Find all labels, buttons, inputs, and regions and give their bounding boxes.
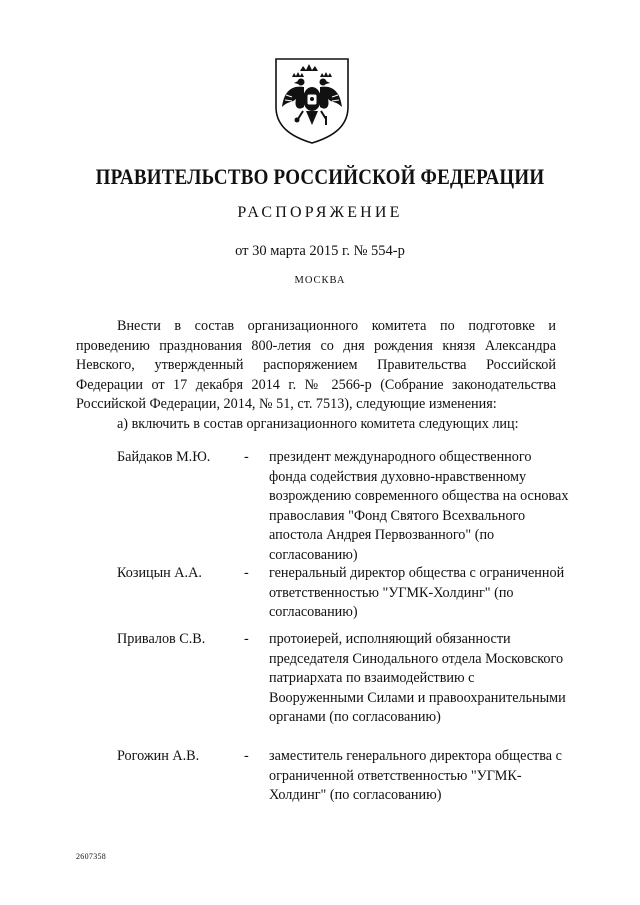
coat-of-arms-emblem	[270, 55, 354, 145]
member-dash: -	[244, 748, 249, 764]
member-dash: -	[244, 565, 249, 581]
member-name: Байдаков М.Ю.	[117, 449, 211, 465]
document-body	[76, 317, 556, 434]
document-number: 2607358	[76, 852, 107, 861]
member-description: президент международного общественного фонда содействия духовно-нравственному возрождению современного общества на основах православия "Фонд Святого Всехвального апостола Андрея Первозванного" (по согласованию)	[269, 449, 569, 563]
member-dash: -	[244, 631, 249, 647]
main-paragraph: Внести в состав организационного комитета по подготовке и проведению празднования 800-летия со дня рождения князя Александра Невского, утвержденный распоряжением Правительства Российской Федерации от 17 декабря 2014 г. № 2566-р (Собрание законодательства Российской Федерации, 2014, № 51, ст. 7513), следующие изменения:	[76, 318, 556, 412]
subitem-a: а) включить в состав организационного комитета следующих лиц:	[117, 415, 519, 432]
member-dash: -	[244, 449, 249, 465]
document-type: РАСПОРЯЖЕНИЕ	[237, 204, 403, 221]
member-description: протоиерей, исполняющий обязанности председателя Синодального отдела Московского патриархата по взаимодействию с Вооруженными Силами и правоохранительными органами (по согласованию)	[269, 631, 566, 725]
member-description: заместитель генерального директора общества с ограниченной ответственностью "УГМК-Холдинг" (по согласованию)	[269, 748, 562, 803]
member-description: генеральный директор общества с ограниченной ответственностью "УГМК-Холдинг" (по согласованию)	[269, 565, 565, 620]
document-date-number: от 30 марта 2015 г. № 554-р	[235, 243, 405, 259]
member-name: Козицын А.А.	[117, 565, 202, 581]
member-name: Привалов С.В.	[117, 631, 206, 647]
government-title: ПРАВИТЕЛЬСТВО РОССИЙСКОЙ ФЕДЕРАЦИИ	[95, 165, 545, 190]
member-name: Рогожин А.В.	[117, 748, 200, 764]
document-city: МОСКВА	[294, 275, 346, 286]
